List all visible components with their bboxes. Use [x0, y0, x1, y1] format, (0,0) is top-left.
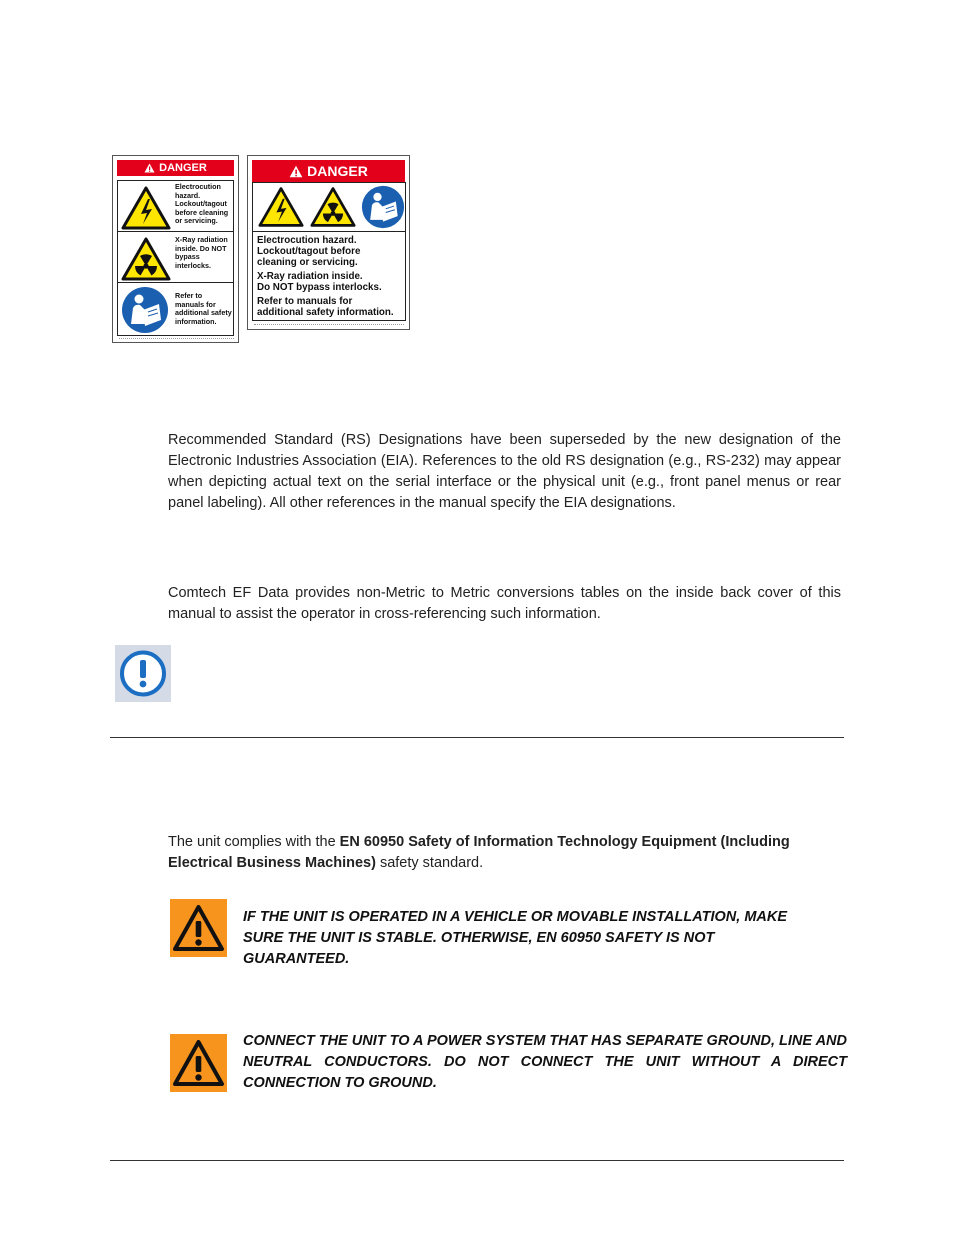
caution-triangle-icon	[170, 1034, 227, 1092]
label-footer-marks	[254, 324, 404, 325]
label-line: cleaning or servicing.	[257, 257, 358, 268]
label-footer-marks	[119, 338, 234, 339]
caution-triangle-icon	[170, 899, 227, 957]
label-row-text: X-Ray radiation inside. Do NOT bypass interlocks.	[175, 235, 228, 270]
label-row-manual	[117, 282, 234, 336]
radiation-icon	[310, 186, 356, 228]
label-line: additional safety information.	[257, 307, 394, 318]
compliance-suffix: safety standard.	[375, 855, 484, 871]
danger-header	[252, 160, 405, 182]
electrocution-icon	[258, 186, 304, 228]
notice-icon-box	[115, 645, 171, 702]
label-line: Electrocution hazard.	[257, 235, 357, 246]
label-line: Lockout/tagout before	[257, 246, 361, 257]
footer-divider	[110, 1160, 844, 1161]
warning-icon-box	[170, 899, 227, 957]
warning-icon-box	[170, 1034, 227, 1092]
label-row-electrocution	[117, 180, 234, 232]
danger-triangle-icon	[289, 165, 303, 178]
warning-text: CONNECT THE UNIT TO A POWER SYSTEM THAT HAS SEPARATE GROUND, LINE AND NEUTRAL CONDUCTORS. DO NOT CONNECT THE UNIT WITHOUT A DIRECT CONNECTION TO GROUND.	[243, 1033, 847, 1091]
compliance-standard: EN 60950 Safety of Information Technology Equipment (Including Electrical Business Machines)	[168, 834, 790, 871]
label-line: X-Ray radiation inside.	[257, 271, 363, 282]
danger-triangle-icon	[144, 163, 155, 173]
read-manual-icon	[121, 286, 169, 334]
label-row-text: Refer to manuals for additional safety information.	[175, 291, 232, 326]
warning-text: IF THE UNIT IS OPERATED IN A VEHICLE OR MOVABLE INSTALLATION, MAKE SURE THE UNIT IS STABLE. OTHERWISE, EN 60950 SAFETY IS NOT GUARANTEED.	[243, 909, 788, 967]
metric-conversion-paragraph: Comtech EF Data provides non-Metric to Metric conversions tables on the inside back cover of this manual to assist the operator in cross-referencing such information.	[168, 585, 841, 622]
label-row-text: Electrocution hazard. Lockout/tagout before cleaning or servicing.	[175, 182, 229, 226]
label-icon-row	[252, 182, 406, 232]
danger-label-horizontal	[247, 155, 410, 330]
label-line: Do NOT bypass interlocks.	[257, 282, 382, 293]
read-manual-icon	[361, 185, 405, 229]
compliance-paragraph	[168, 832, 841, 874]
danger-label-vertical	[112, 155, 239, 343]
label-row-radiation	[117, 231, 234, 283]
label-text-block	[252, 231, 406, 321]
label-line: Refer to manuals for	[257, 296, 353, 307]
section-divider	[110, 737, 844, 738]
radiation-icon	[121, 237, 171, 281]
exclamation-circle-icon	[115, 645, 171, 702]
electrocution-icon	[121, 186, 171, 230]
danger-header	[117, 160, 234, 176]
danger-header-text: DANGER	[307, 163, 368, 179]
compliance-prefix: The unit complies with the	[168, 834, 340, 850]
rs-designations-paragraph: Recommended Standard (RS) Designations have been superseded by the new designation of the Electronic Industries Association (EIA). References to the old RS designation (e.g., RS-232) may appear when depicting actual text on the serial interface or the physical unit (e.g., front panel menus or rear panel labeling). All other references in the manual specify the EIA designations.	[168, 432, 841, 511]
danger-header-text: DANGER	[159, 162, 207, 174]
